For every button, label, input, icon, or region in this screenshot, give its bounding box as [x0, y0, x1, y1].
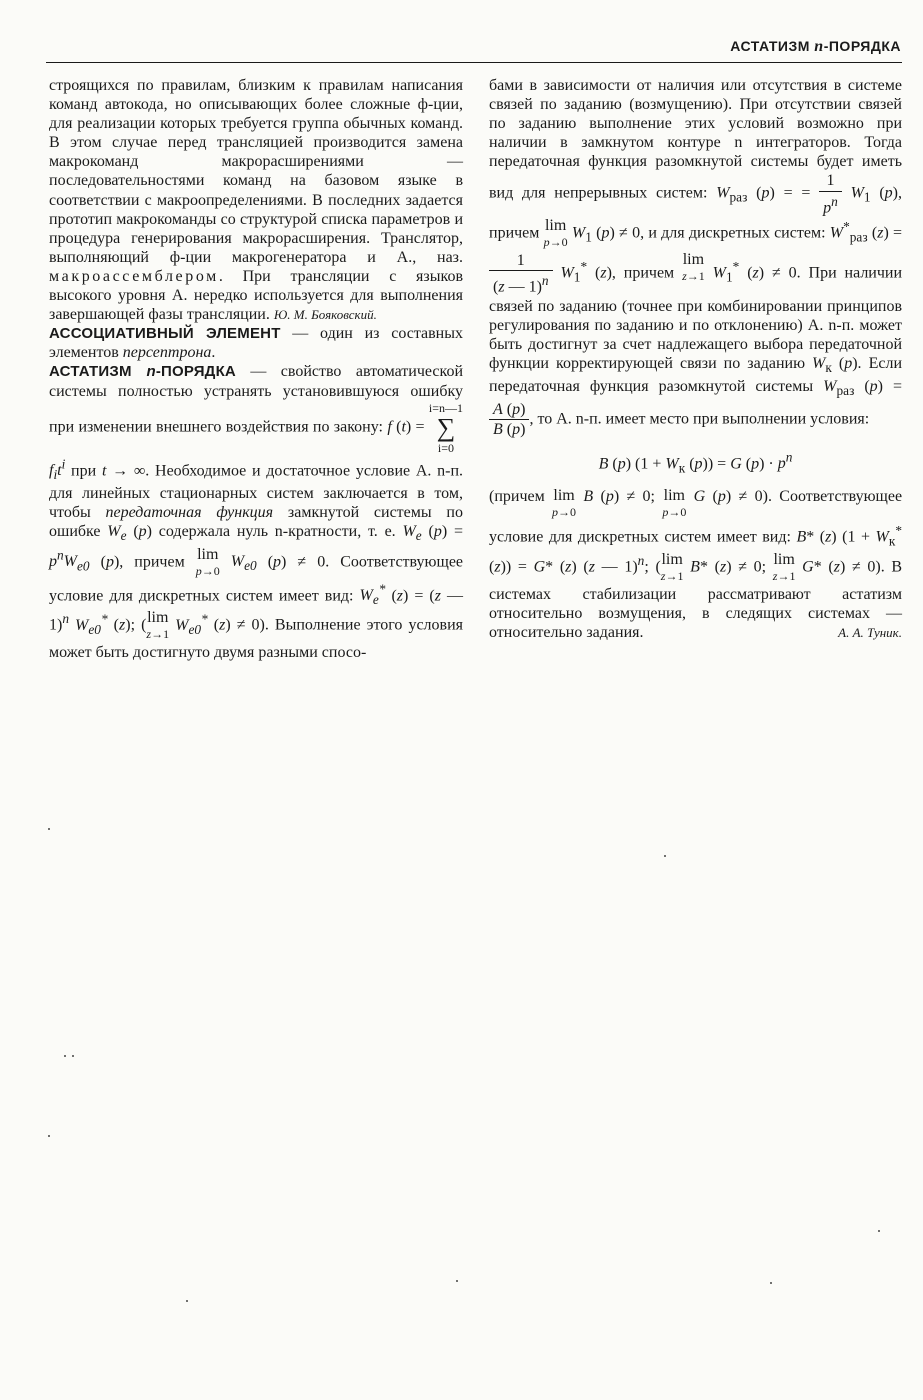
- paragraph-assembler-continuation: строящихся по правилам, близким к правилам написания команд автокода, но описывающих более сложные ф-ции, для реализации которых требуется группа обычных команд. В этом случае перед трансляцией производится замена макрокоманд макрорасширениями — последовательностями команд на базовом языке в соответствии с макроопределениями. В последних задается прототип макрокоманды со структурой списка параметров и процедура генерирования макрорасширения. Транслятор, выполняющий ф-ции макрогенератора и А., наз. макроассемблером. При трансляции с языков высокого уровня А. нередко используется для выполнения завершающей фазы трансляции. Ю. М. Бояковский.: [49, 77, 463, 324]
- print-speck: [456, 1280, 458, 1282]
- headword: АССОЦИАТИВНЫЙ ЭЛЕМЕНТ: [49, 325, 281, 343]
- left-column: [49, 76, 463, 662]
- header-rule: [46, 62, 902, 63]
- headword: АСТАТИЗМ n-ПОРЯДКА: [49, 363, 236, 381]
- condition-formula: B (p) ($1 + W_к$ (p)) = G $(p) \cdot p^n$: [598, 449, 793, 476]
- entry-associative-element: АССОЦИАТИВНЫЙ ЭЛЕМЕНТ — один из составных элементов персептрона.: [49, 325, 463, 362]
- print-speck: [48, 1135, 50, 1137]
- print-speck: [48, 828, 50, 830]
- running-head: АСТАТИЗМ n-ПОРЯДКА: [730, 38, 901, 55]
- print-speck: [186, 1300, 188, 1302]
- print-speck: [64, 1055, 66, 1057]
- sum-formula: i=n—1 ∑ i=0: [428, 400, 464, 455]
- print-speck: [878, 1230, 880, 1232]
- print-speck: [664, 855, 666, 857]
- entry-astatism: АСТАТИЗМ n-ПОРЯДКА — свойство автоматической системы полностью устранять установившуюся ошибку при изменении внешнего воздействия по закону: f (t) = i=n—1 ∑ i=0 $f_it^i$ при t → ∞. Необходимое и достаточное условие А. n-п. для линейных стационарных систем заключается в том, чтобы передаточная функция замкнутой системы по ошибке $W_e$ (p) содержала нуль n-кратности, т. е. $W_e$ $(p) = p^nW_{e0}$ (p), причем lim p→0 $W_{e0}$ (p) ≠ 0. Соответствующее условие для дискретных систем имеет вид: $W_e^*$ (z) = (z — 1)$^n$ $W_{e0}^*$ (z); (lim z→1 $W_{e0}^*$ (z) ≠ 0). Выполнение этого условия может быть достигнуто двумя разными спосо-: [49, 363, 464, 662]
- print-speck: [770, 1282, 772, 1284]
- right-column: [489, 76, 902, 642]
- print-speck: [72, 1055, 74, 1057]
- paragraph-discrete-condition: (причем lim p→0 B (p) ≠ 0; lim p→0 G (p) ≠ 0). Соответствующее условие для дискретных систем имеет вид: B* (z) ($1 + W_к^*$ (z)) = G* (z) (z — 1)$^n$; (lim z→1 B* (z) ≠ 0; lim z→1 G* (z) ≠ 0). В системах стабилизации рассматривают астатизм относительно возмущения, в следящих системах — относительно задания. А. А. Туник.: [489, 487, 903, 641]
- cross-reference-link[interactable]: персептрона: [122, 344, 212, 362]
- paragraph-astatism-continuation: бами в зависимости от наличия или отсутствия в системе связей по заданию (возмущению). При отсутствии связей по заданию выполнение этих условий возможно при наличии в замкнутом контуре n интеграторов. Тогда передаточная функция разомкнутой системы будет иметь вид для непрерывных систем: $W_{раз}$ (p) = = $\frac{1}{p^n}$ $W_1$ (p), причем lim p→0 $W_1$ (p) ≠ 0, и для дискретных систем: $W^*_{раз}$ (z) = $\frac{1}{(z — 1)^n}$ $W_1^*$ (z), причем lim z→1 $W_1^*$ (z) ≠ 0. При наличии связей по заданию (точнее при комбинировании принципов регулирования по заданию и по отклонению) А. n-п. может быть достигнут за счет надлежащего выбора передаточной функции корректирующей связи по заданию $W_к$ (p). Если передаточная функция разомкнутой системы $W_{раз}$ (p) = $\frac{A (p)}{B (p)}$ , то А. n-п. имеет место при выполнении условия:: [489, 77, 903, 439]
- cross-reference-link[interactable]: передаточная функция: [105, 504, 274, 522]
